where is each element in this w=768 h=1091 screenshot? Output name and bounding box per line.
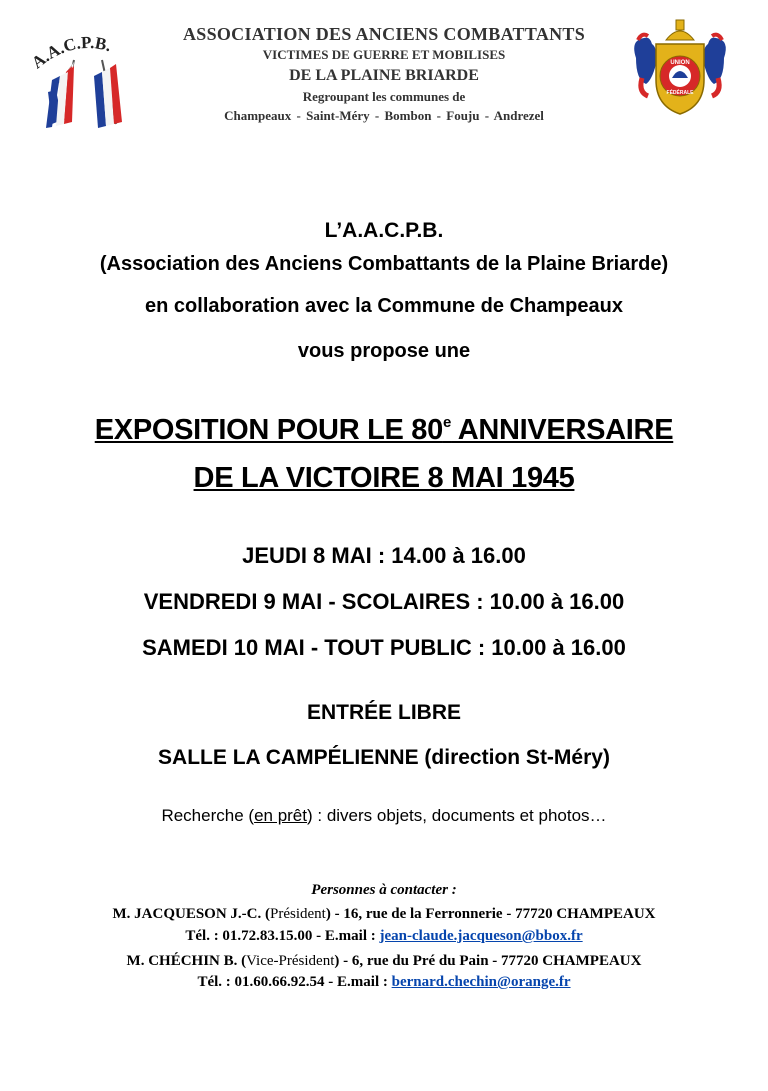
aacpb-logo-flags-icon xyxy=(22,32,152,132)
contact-address: ) - 6, rue du Pré du Pain - 77720 CHAMPEAUX xyxy=(334,953,642,969)
schedule-friday: VENDREDI 9 MAI - SCOLAIRES : 10.00 à 16.00 xyxy=(143,589,625,614)
emblem-text-top: UNION xyxy=(670,60,690,66)
contact-phone: Tél. : 01.60.66.92.54 - E.mail : xyxy=(197,974,392,990)
contact-role: Président xyxy=(270,906,326,922)
communes-intro: Regroupant les communes de xyxy=(302,89,466,104)
contact-president-address xyxy=(0,906,768,923)
contact-vice-president-phone-email xyxy=(0,974,768,991)
communes-list: Champeaux - Saint-Méry - Bombon - Fouju - Andrezel xyxy=(224,108,544,123)
association-name: ASSOCIATION DES ANCIENS COMBATTANTS xyxy=(182,24,586,44)
letterhead xyxy=(0,0,768,140)
research-text-after: ) : divers objets, documents et photos… xyxy=(307,806,607,825)
association-subtitle: VICTIMES DE GUERRE ET MOBILISES xyxy=(262,47,506,62)
exhibition-title-line1 xyxy=(0,414,768,447)
contact-vice-president-address xyxy=(0,953,768,970)
organization-acronym: L’A.A.C.P.B. xyxy=(324,219,444,242)
contact-president-phone-email xyxy=(0,928,768,945)
contact-address: ) - 16, rue de la Ferronnerie - 77720 CHAMPEAUX xyxy=(325,906,656,922)
email-link-vice-president[interactable]: bernard.chechin@orange.fr xyxy=(391,974,571,990)
title-ordinal-suffix: e xyxy=(442,414,452,431)
free-entry: ENTRÉE LIBRE xyxy=(306,701,461,724)
research-note xyxy=(0,806,768,826)
exhibition-title-line2: DE LA VICTOIRE 8 MAI 1945 xyxy=(193,462,575,494)
research-loan-emphasis: en prêt xyxy=(254,806,307,825)
emblem-text-bottom: FÉDÉRALE xyxy=(666,90,694,96)
schedule-saturday: SAMEDI 10 MAI - TOUT PUBLIC : 10.00 à 16.00 xyxy=(142,635,626,660)
venue: SALLE LA CAMPÉLIENNE (direction St-Méry) xyxy=(158,746,610,769)
collaboration-line: en collaboration avec la Commune de Champeaux xyxy=(145,295,623,317)
proposal-line: vous propose une xyxy=(297,340,471,362)
association-heading xyxy=(160,22,608,126)
logo-text: A.A.C.P.B. xyxy=(27,32,114,73)
contacts-heading: Personnes à contacter : xyxy=(311,882,457,898)
contact-role: Vice-Président xyxy=(246,953,335,969)
title-text-before: EXPOSITION POUR LE 80 xyxy=(94,414,443,446)
email-link-president[interactable]: jean-claude.jacqueson@bbox.fr xyxy=(379,928,583,944)
contact-name: M. JACQUESON J.-C. ( xyxy=(112,906,270,922)
research-text-before: Recherche ( xyxy=(161,806,255,825)
organization-full-name: (Association des Anciens Combattants de la Plaine Briarde) xyxy=(99,253,669,275)
contact-phone: Tél. : 01.72.83.15.00 - E.mail : xyxy=(185,928,380,944)
association-region: DE LA PLAINE BRIARDE xyxy=(289,67,479,84)
title-text-after: ANNIVERSAIRE xyxy=(451,414,674,446)
union-federale-emblem-icon xyxy=(628,18,732,118)
contact-name: M. CHÉCHIN B. ( xyxy=(126,953,247,969)
schedule-thursday: JEUDI 8 MAI : 14.00 à 16.00 xyxy=(242,543,526,568)
